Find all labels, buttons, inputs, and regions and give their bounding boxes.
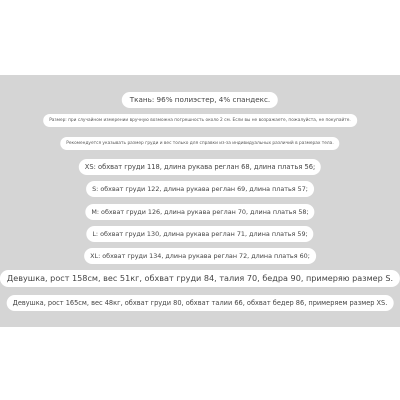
model-info-2: Девушка, рост 165см, вес 48кг, обхват груди 80, обхват талии 66, обхват бедер 86, примеряем размер XS. (7, 295, 394, 311)
model-info-1: Девушка, рост 158см, вес 51кг, обхват груди 84, талия 70, бедра 90, примеряю размер S. (0, 270, 400, 287)
size-info-panel (0, 75, 400, 327)
fabric-composition: Ткань: 96% полиэстер, 4% спандекс. (122, 92, 278, 108)
size-m-row: M: обхват груди 126, длина рукава реглан 70, длина платья 58; (85, 204, 314, 220)
size-l-row: L: обхват груди 130, длина рукава реглан 71, длина платья 59; (86, 226, 313, 242)
size-s-row: S: обхват груди 122, длина рукава реглан 69, длина платья 57; (86, 181, 314, 197)
measurement-note: Размер: при случайном измерении вручную возможна погрешность около 2 см. Если вы не возражаете, пожалуйста, не покупайте. (43, 114, 357, 127)
size-xs-row: XS: обхват груди 118, длина рукава реглан 68, длина платья 56; (79, 159, 321, 175)
size-xl-row: XL: обхват груди 134, длина рукава реглан 72, длина платья 60; (84, 248, 316, 264)
recommendation-note: Рекомендуется указывать размер груди и вес только для справки из-за индивидуальных различий в размерах тела. (60, 137, 339, 150)
